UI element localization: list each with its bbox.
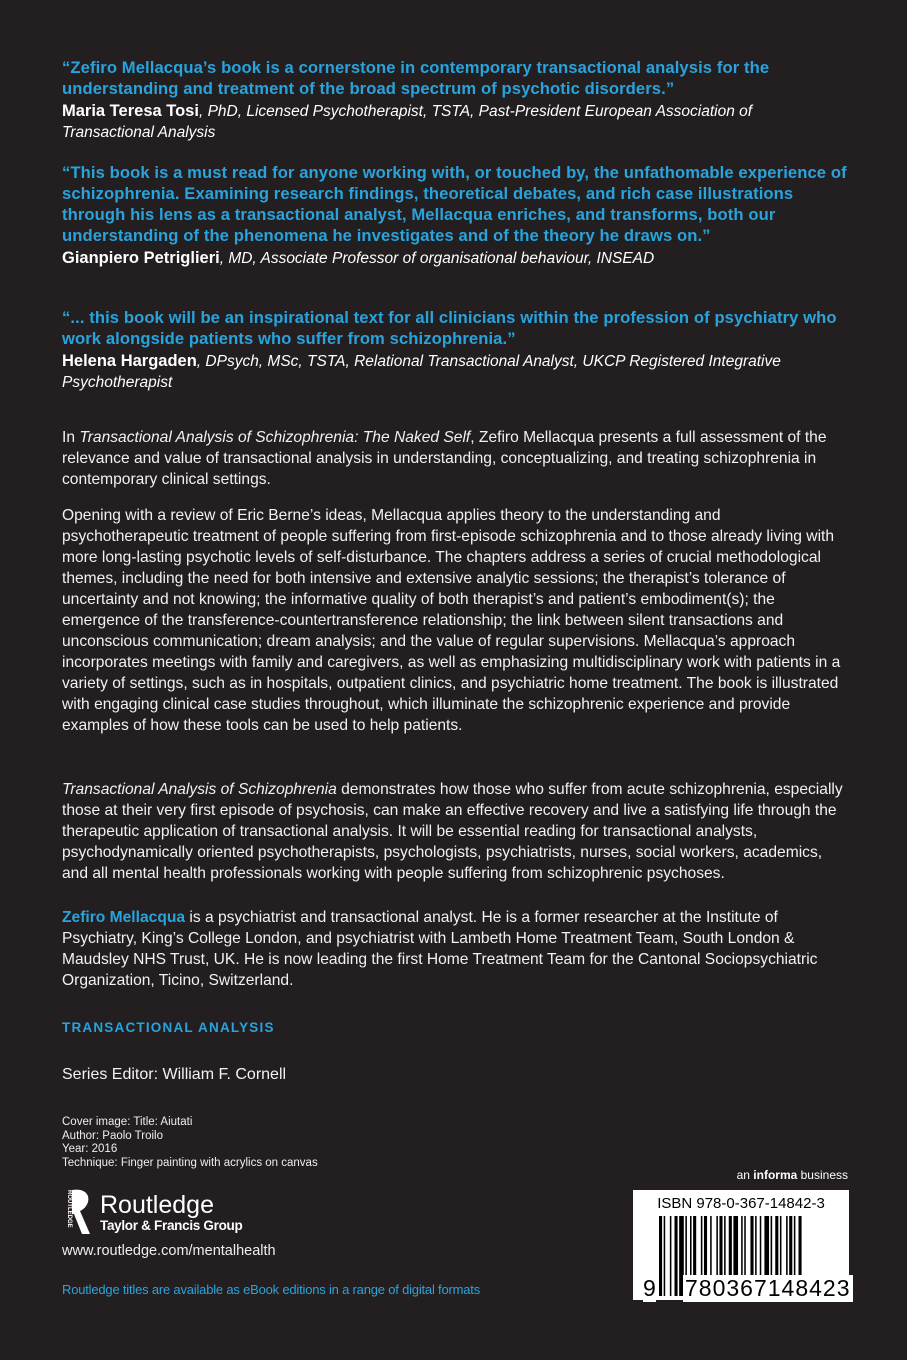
informa-tagline	[700, 1168, 848, 1182]
quote-text: “This book is a must read for anyone working with, or touched by, the unfathomable experience of schizophrenia. Examining research findings, theoretical debates, and rich case illustrations through his lens as a transactional analyst, Mellacqua enriches, and transforms, both our understanding of the phenomena he investigates and of the theory he draws on.”	[62, 163, 847, 245]
series-heading: TRANSACTIONAL ANALYSIS	[62, 1020, 275, 1035]
quote-credentials: , MD, Associate Professor of organisational behaviour, INSEAD	[219, 250, 655, 267]
quote-1	[62, 57, 848, 143]
ebook-note: Routledge titles are available as eBook editions in a range of digital formats	[62, 1282, 480, 1297]
text: business	[797, 1168, 848, 1182]
brand: informa	[753, 1168, 798, 1182]
barcode-digits: 780367148423	[685, 1275, 851, 1301]
text: demonstrates how those who suffer from acute schizophrenia, especially those at their very first episode of psychosis, can make an effective recovery and live a satisfying life through the therapeutic application of transactional analysis. It will be essential reading for transactional analysts, psychodynamically oriented psychotherapists, psychologists, psychiatrists, nurses, social workers, academics, and all mental health professionals working with people suffering from schizophrenic psychoses.	[62, 781, 843, 882]
book-title: Transactional Analysis of Schizophrenia	[62, 781, 337, 798]
text: , Zefiro Mellacqua presents a full assessment of the relevance and value of transactional analysis in understanding, conceptualizing, and treating schizophrenia in contemporary clinical settings.	[62, 429, 827, 488]
book-title: Transactional Analysis of Schizophrenia: The Naked Self	[79, 429, 471, 446]
quote-author: Gianpiero Petriglieri	[62, 249, 220, 267]
quote-3	[62, 307, 848, 393]
text: is a psychiatrist and transactional analyst. He is a former researcher at the Institute of Psychiatry, King’s College London, and psychiatrist with Lambeth Home Treatment Team, South London & Maudsley NHS Trust, UK. He is now leading the first Home Treatment Team for the Cantonal Sociopsychiatric Organization, Ticino, Switzerland.	[62, 909, 818, 989]
isbn-text: ISBN 978-0-367-14842-3	[657, 1195, 825, 1212]
author-bio	[62, 907, 848, 991]
quote-text: “Zefiro Mellacqua’s book is a cornerstone in contemporary transactional analysis for the understanding and treatment of the broad spectrum of psychotic disorders.”	[62, 58, 770, 98]
quote-credentials: , DPsych, MSc, TSTA, Relational Transactional Analyst, UKCP Registered Integrative Psychotherapist	[62, 353, 781, 391]
description-paragraph-3	[62, 779, 848, 884]
text: In	[62, 429, 80, 446]
credit-line: Cover image: Title: Aiutati	[62, 1116, 193, 1128]
isbn-barcode	[633, 1190, 849, 1300]
series-editor: Series Editor: William F. Cornell	[62, 1066, 287, 1083]
publisher-group: Taylor & Francis Group	[100, 1217, 243, 1233]
quote-text: “... this book will be an inspirational text for all clinicians within the profession of psychiatry who work alongside patients who suffer from schizophrenia.”	[62, 308, 837, 348]
description-paragraph-2: Opening with a review of Eric Berne’s ideas, Mellacqua applies theory to the understanding and psychotherapeutic treatment of people suffering from first-episode schizophrenia and to those already living with more long-lasting psychotic levels of self-disturbance. The chapters address a series of crucial methodological themes, including the need for both intensive and extensive analytic sessions; the therapist’s tolerance of uncertainty and not knowing; the informative quality of both therapist’s and patient’s embodiment(s); the emergence of the transference-countertransference relationship; the link between silent transactions and unconscious communication; dream analysis; and the value of regular supervisions. Mellacqua’s approach incorporates meetings with family and caregivers, as well as emphasizing multidisciplinary work with patients in a variety of settings, such as in hospitals, outpatient clinics, and psychiatric home treatment. The book is illustrated with engaging clinical case studies throughout, which illuminate the schizophrenic experience and provide examples of how these tools can be used to help patients.	[62, 507, 841, 734]
barcode-bar	[670, 1216, 672, 1296]
credit-line: Author: Paolo Troilo	[62, 1129, 164, 1142]
barcode-bar	[664, 1216, 666, 1296]
routledge-r-icon	[62, 1188, 92, 1236]
credit-line: Year: 2016	[62, 1143, 118, 1155]
quote-2	[62, 162, 848, 269]
barcode-bar	[675, 1216, 678, 1296]
svg-text:ROUTLEDGE: ROUTLEDGE	[66, 1190, 72, 1228]
text: an	[736, 1168, 754, 1182]
author-name: Zefiro Mellacqua	[62, 909, 186, 926]
quote-author: Helena Hargaden	[62, 352, 197, 370]
routledge-logo	[62, 1188, 242, 1236]
credit-line: Technique: Finger painting with acrylics on canvas	[62, 1156, 318, 1169]
barcode-bar	[659, 1216, 662, 1296]
publisher-name: Routledge	[100, 1190, 214, 1219]
barcode-first-digit: 9	[643, 1275, 656, 1301]
description-paragraph-1	[62, 427, 848, 490]
quote-author: Maria Teresa Tosi	[62, 102, 199, 120]
publisher-url[interactable]: www.routledge.com/mentalhealth	[62, 1243, 276, 1259]
cover-credits	[62, 1116, 848, 1170]
quote-credentials: , PhD, Licensed Psychotherapist, TSTA, Past-President European Association of Transactional Analysis	[62, 103, 753, 141]
